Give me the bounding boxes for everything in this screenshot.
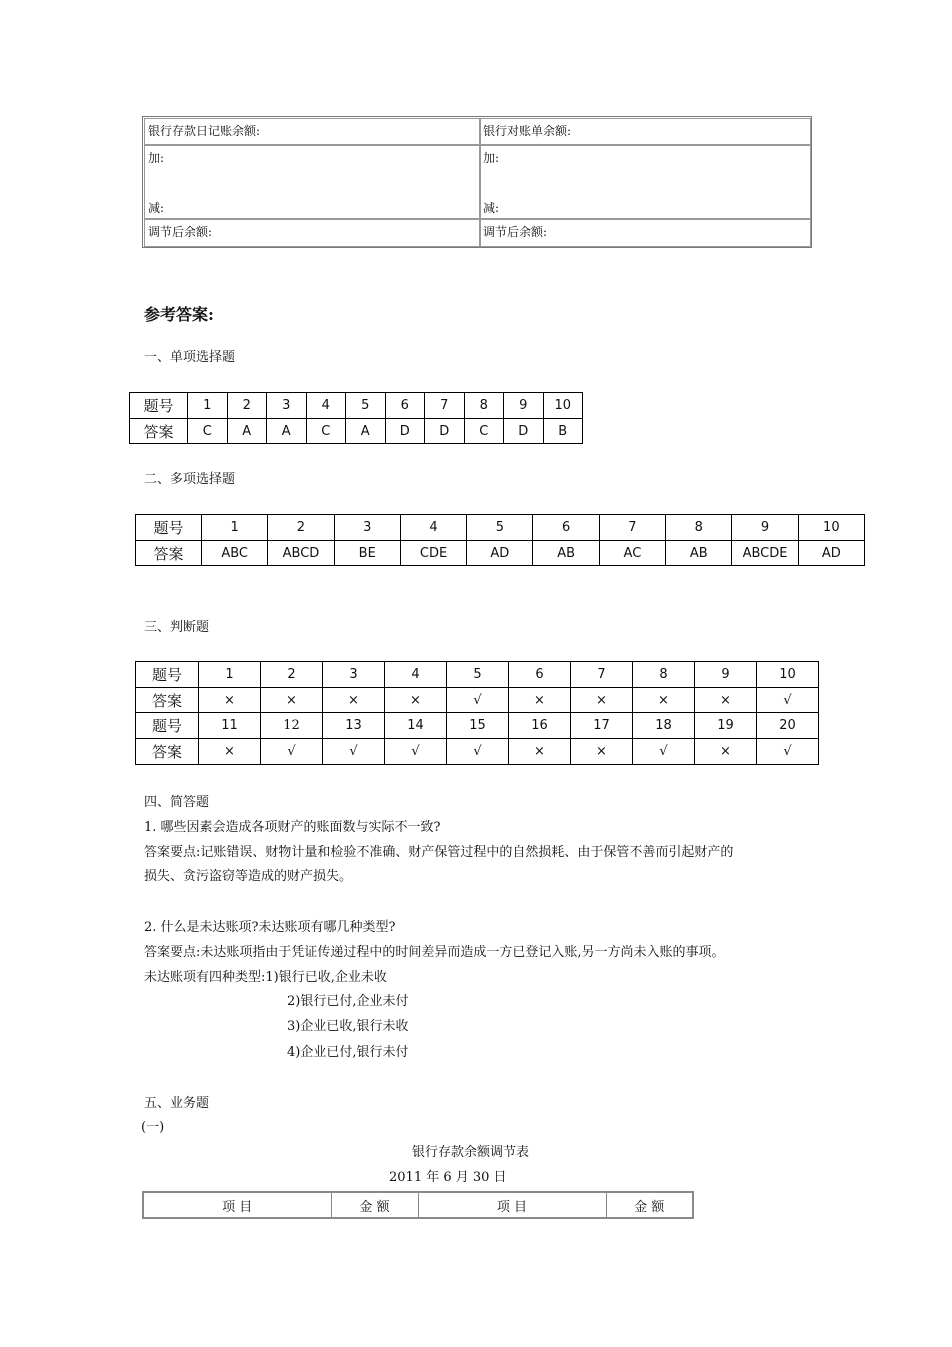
header-item: 项 目	[143, 1192, 331, 1218]
form-right-header: 银行对账单余额:	[479, 118, 811, 145]
question-number: 1	[202, 515, 268, 541]
question-number: 9	[695, 662, 757, 688]
answer-cell: ×	[509, 739, 571, 765]
type-item-3: 3)企业已收,银行未收	[287, 1019, 409, 1034]
answer-cell: √	[385, 739, 447, 765]
question-number: 4	[400, 515, 466, 541]
answer-cell: √	[757, 739, 819, 765]
row-label: 题号	[136, 515, 202, 541]
answer-cell: ×	[199, 688, 261, 713]
row-label: 答案	[136, 541, 202, 566]
question-number: 9	[504, 393, 544, 419]
row-label: 答案	[130, 419, 188, 444]
answer-2-line-2: 未达账项有四种类型:1)银行已收,企业未收	[144, 970, 387, 985]
header-amount: 金 额	[606, 1192, 693, 1218]
question-number: 15	[447, 713, 509, 739]
answer-cell: ×	[323, 688, 385, 713]
question-number: 16	[509, 713, 571, 739]
answer-cell: AC	[599, 541, 665, 566]
form-left-header: 银行存款日记账余额:	[144, 118, 481, 145]
section2-title: 二、多项选择题	[144, 472, 236, 487]
question-number: 5	[467, 515, 533, 541]
section1-title: 一、单项选择题	[144, 350, 236, 365]
question-number: 2	[268, 515, 334, 541]
answer-cell: √	[261, 739, 323, 765]
question-number: 10	[757, 662, 819, 688]
question-number: 10	[798, 515, 864, 541]
question-number: 3	[334, 515, 400, 541]
question-number: 6	[509, 662, 571, 688]
true-false-table	[135, 661, 819, 765]
answer-cell: √	[633, 739, 695, 765]
answer-cell: ×	[571, 739, 633, 765]
answer-cell: C	[306, 419, 346, 444]
question-number: 19	[695, 713, 757, 739]
answers-title: 参考答案:	[144, 305, 214, 324]
question-number: 4	[306, 393, 346, 419]
row-label: 题号	[136, 662, 199, 688]
answer-cell: ×	[633, 688, 695, 713]
answer-cell: ABC	[202, 541, 268, 566]
answer-cell: A	[346, 419, 386, 444]
question-number: 9	[732, 515, 798, 541]
reconciliation-table-date: 2011 年 6 月 30 日	[389, 1170, 507, 1185]
question-number: 6	[533, 515, 599, 541]
answer-cell: C	[464, 419, 504, 444]
reconciliation-table	[142, 1191, 694, 1219]
row-label: 答案	[136, 688, 199, 713]
single-choice-table	[129, 392, 583, 444]
question-number: 20	[757, 713, 819, 739]
reconciliation-form	[142, 116, 812, 248]
answer-cell: ×	[571, 688, 633, 713]
section4-title: 四、简答题	[144, 795, 210, 810]
answer-cell: AD	[798, 541, 864, 566]
question-number: 6	[385, 393, 425, 419]
question-number: 8	[633, 662, 695, 688]
section3-title: 三、判断题	[144, 620, 210, 635]
form-left-add: 加:	[148, 151, 165, 165]
answer-cell: ×	[695, 739, 757, 765]
row-label: 题号	[136, 713, 199, 739]
header-amount: 金 额	[331, 1192, 418, 1218]
answer-cell: D	[504, 419, 544, 444]
question-number: 3	[323, 662, 385, 688]
question-number: 5	[447, 662, 509, 688]
form-left-sub: 减:	[148, 201, 165, 215]
question-number: 14	[385, 713, 447, 739]
reconciliation-table-title: 银行存款余额调节表	[412, 1145, 530, 1160]
question-number: 17	[571, 713, 633, 739]
question-2: 2. 什么是未达账项?未达账项有哪几种类型?	[144, 920, 396, 935]
row-label: 题号	[130, 393, 188, 419]
answer-cell: √	[757, 688, 819, 713]
answer-cell: ×	[385, 688, 447, 713]
answer-cell: ×	[695, 688, 757, 713]
question-number: 13	[323, 713, 385, 739]
answer-cell: √	[447, 739, 509, 765]
answer-cell: AD	[467, 541, 533, 566]
section5-subtitle: (一)	[141, 1120, 165, 1135]
question-number: 3	[267, 393, 307, 419]
form-right-add: 加:	[483, 151, 500, 165]
answer-cell: √	[323, 739, 385, 765]
form-right-sub: 减:	[483, 201, 500, 215]
question-number: 11	[199, 713, 261, 739]
answer-1-line-2: 损失、贪污盗窃等造成的财产损失。	[144, 869, 353, 884]
question-number: 7	[571, 662, 633, 688]
question-number: 2	[227, 393, 267, 419]
question-number: 1	[199, 662, 261, 688]
question-number: 12	[261, 713, 323, 739]
answer-cell: A	[267, 419, 307, 444]
type-item-2: 2)银行已付,企业未付	[287, 994, 409, 1009]
question-number: 18	[633, 713, 695, 739]
answer-cell: AB	[533, 541, 599, 566]
answer-cell: ×	[199, 739, 261, 765]
question-number: 10	[543, 393, 583, 419]
question-number: 8	[666, 515, 732, 541]
type-item-4: 4)企业已付,银行未付	[287, 1045, 409, 1060]
answer-cell: A	[227, 419, 267, 444]
question-number: 2	[261, 662, 323, 688]
form-right-body	[479, 145, 811, 219]
question-number: 7	[599, 515, 665, 541]
question-number: 4	[385, 662, 447, 688]
answer-cell: D	[385, 419, 425, 444]
answer-cell: ×	[509, 688, 571, 713]
answer-cell: B	[543, 419, 583, 444]
answer-cell: ABCD	[268, 541, 334, 566]
answer-2-line-1: 答案要点:未达账项指由于凭证传递过程中的时间差异而造成一方已登记入账,另一方尚未入账的事项。	[144, 945, 725, 960]
answer-cell: CDE	[400, 541, 466, 566]
answer-cell: C	[188, 419, 228, 444]
form-left-body	[144, 145, 481, 219]
answer-cell: ABCDE	[732, 541, 798, 566]
answer-1-line-1: 答案要点:记账错误、财物计量和检验不准确、财产保管过程中的自然损耗、由于保管不善而引起财产的	[144, 845, 734, 860]
answer-cell: BE	[334, 541, 400, 566]
question-number: 7	[425, 393, 465, 419]
row-label: 答案	[136, 739, 199, 765]
header-item: 项 目	[418, 1192, 606, 1218]
question-number: 8	[464, 393, 504, 419]
answer-cell: AB	[666, 541, 732, 566]
form-left-adjusted: 调节后余额:	[144, 219, 481, 247]
multi-choice-table	[135, 514, 865, 566]
answer-cell: √	[447, 688, 509, 713]
answer-cell: D	[425, 419, 465, 444]
question-1: 1. 哪些因素会造成各项财产的账面数与实际不一致?	[144, 820, 441, 835]
question-number: 1	[188, 393, 228, 419]
question-number: 5	[346, 393, 386, 419]
section5-title: 五、业务题	[144, 1096, 210, 1111]
answer-cell: ×	[261, 688, 323, 713]
form-right-adjusted: 调节后余额:	[479, 219, 811, 247]
